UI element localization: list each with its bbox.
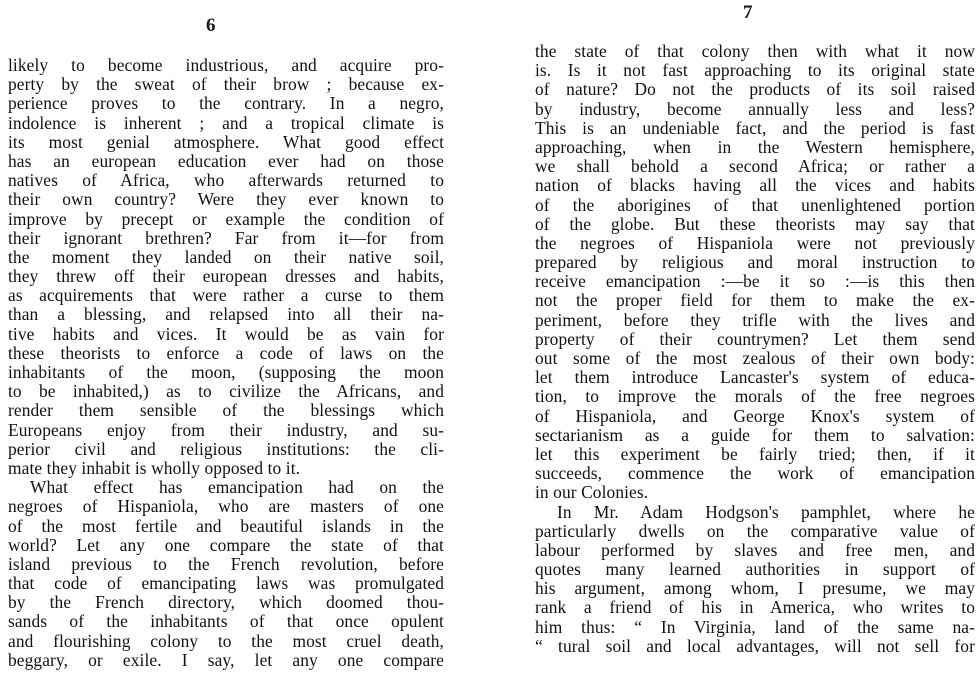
text-line: negroes of Hispaniola, who are masters of one (8, 496, 444, 517)
text-line: improve by precept or example the condition of (8, 208, 444, 229)
page-number: 7 (743, 2, 753, 23)
right-page (490, 0, 980, 676)
text-line: the negroes of Hispaniola were not previously (535, 232, 975, 253)
text-line: quotes many learned authorities in support of (535, 559, 975, 580)
text-line: sands of the inhabitants of that once opulent (8, 611, 444, 632)
text-line: to be inhabited,) as to civilize the Africans, and (8, 381, 444, 402)
text-line: let them introduce Lancaster's system of educa- (535, 367, 975, 388)
text-line: succeeds, commence the work of emancipation (535, 463, 975, 484)
text-line: than a blessing, and relapsed into all their na- (8, 304, 444, 325)
paragraph-end-line: in our Colonies. (535, 482, 649, 503)
text-line: periment, before they trifle with the lives and (535, 309, 975, 330)
text-line: of Hispaniola, and George Knox's system of (535, 405, 975, 426)
text-line: let this experiment be fairly tried; then, if it (535, 443, 975, 464)
text-line: the state of that colony then with what it now (535, 41, 975, 61)
text-line: indolence is inherent ; and a tropical climate is (8, 112, 444, 133)
text-line: beggary, or exile. I say, let any one compare (8, 649, 444, 670)
text-line: labour performed by slaves and free men, and (535, 539, 975, 560)
text-line: “ tural soil and local advantages, will not sell for (535, 635, 975, 656)
paragraph-start-line: What effect has emancipation had on the (30, 477, 444, 498)
text-line: prepared by religious and moral instruction to (535, 252, 975, 273)
text-line: has an european education ever had on those (8, 150, 444, 171)
text-line: sectarianism as a guide for them to salvation: (535, 424, 975, 445)
text-line: that code of emancipating laws was promulgated (8, 573, 444, 594)
text-line: approaching, when in the Western hemisphere, (535, 136, 975, 157)
text-line: by the French directory, which doomed thou- (8, 592, 444, 613)
text-line: and flourishing colony to the most cruel death, (8, 630, 444, 651)
text-line: their own country? Were they ever known to (8, 189, 444, 210)
text-line: we shall behold a second Africa; or rather a (535, 156, 975, 177)
text-line: its most genial atmosphere. What good effect (8, 131, 444, 152)
text-line: out some of the most zealous of their own body: (535, 348, 975, 368)
text-line: receive emancipation :—be it so :—is this then (535, 271, 975, 292)
text-line: as acquirements that were rather a curse to them (8, 285, 444, 306)
text-line: his argument, among whom, I presume, we may (535, 578, 975, 599)
text-line: perience proves to the contrary. In a negro, (8, 93, 444, 114)
text-line: by industry, become annually less and less? (535, 98, 975, 119)
text-line: their ignorant brethren? Far from it—for from (8, 227, 444, 248)
text-line: Europeans enjoy from their industry, and su- (8, 419, 444, 440)
text-line: natives of Africa, who afterwards returned to (8, 170, 444, 191)
text-line: of the globe. But these theorists may say that (535, 213, 975, 234)
text-line: tion, to improve the morals of the free negroes (535, 386, 975, 407)
text-line: island previous to the French revolution, before (8, 553, 444, 574)
text-line: particularly dwells on the comparative value of (535, 520, 975, 541)
text-line: rank a friend of his in America, who writes to (535, 597, 975, 618)
text-line: these theorists to enforce a code of laws on the (8, 342, 444, 363)
text-line: perty by the sweat of their brow ; because ex- (8, 74, 444, 95)
text-line: render them sensible of the blessings which (8, 400, 444, 421)
text-line: him thus: “ In Virginia, land of the same na- (535, 616, 975, 637)
text-line: likely to become industrious, and acquire pro- (8, 55, 444, 75)
text-line: tive habits and vices. It would be as vain for (8, 323, 444, 344)
text-line: of nature? Do not the products of its soil raised (535, 79, 975, 100)
text-line: of the aborigines of that unenlightened portion (535, 194, 975, 215)
text-line: of the most fertile and beautiful islands in the (8, 515, 444, 536)
text-line: This is an undeniable fact, and the period is fast (535, 117, 975, 138)
text-line: inhabitants of the moon, (supposing the moon (8, 362, 444, 382)
text-line: the moment they landed on their native soil, (8, 246, 444, 267)
paragraph-end-line: mate they inhabit is wholly opposed to it. (8, 457, 301, 478)
text-line: nation of blacks having all the vices and habits (535, 175, 975, 196)
text-line: not the proper field for them to make the ex- (535, 290, 975, 311)
paragraph-start-line: In Mr. Adam Hodgson's pamphlet, where he (557, 501, 975, 522)
text-line: world? Let any one compare the state of that (8, 534, 444, 555)
text-line: perior civil and religious institutions: the cli- (8, 438, 444, 459)
text-line: they threw off their european dresses and habits, (8, 266, 444, 287)
text-line: property of their countrymen? Let them send (535, 328, 975, 349)
page-number: 6 (206, 15, 216, 36)
page-text (8, 56, 444, 670)
page-text (535, 42, 975, 656)
text-line: is. Is it not fast approaching to its original state (535, 60, 975, 81)
